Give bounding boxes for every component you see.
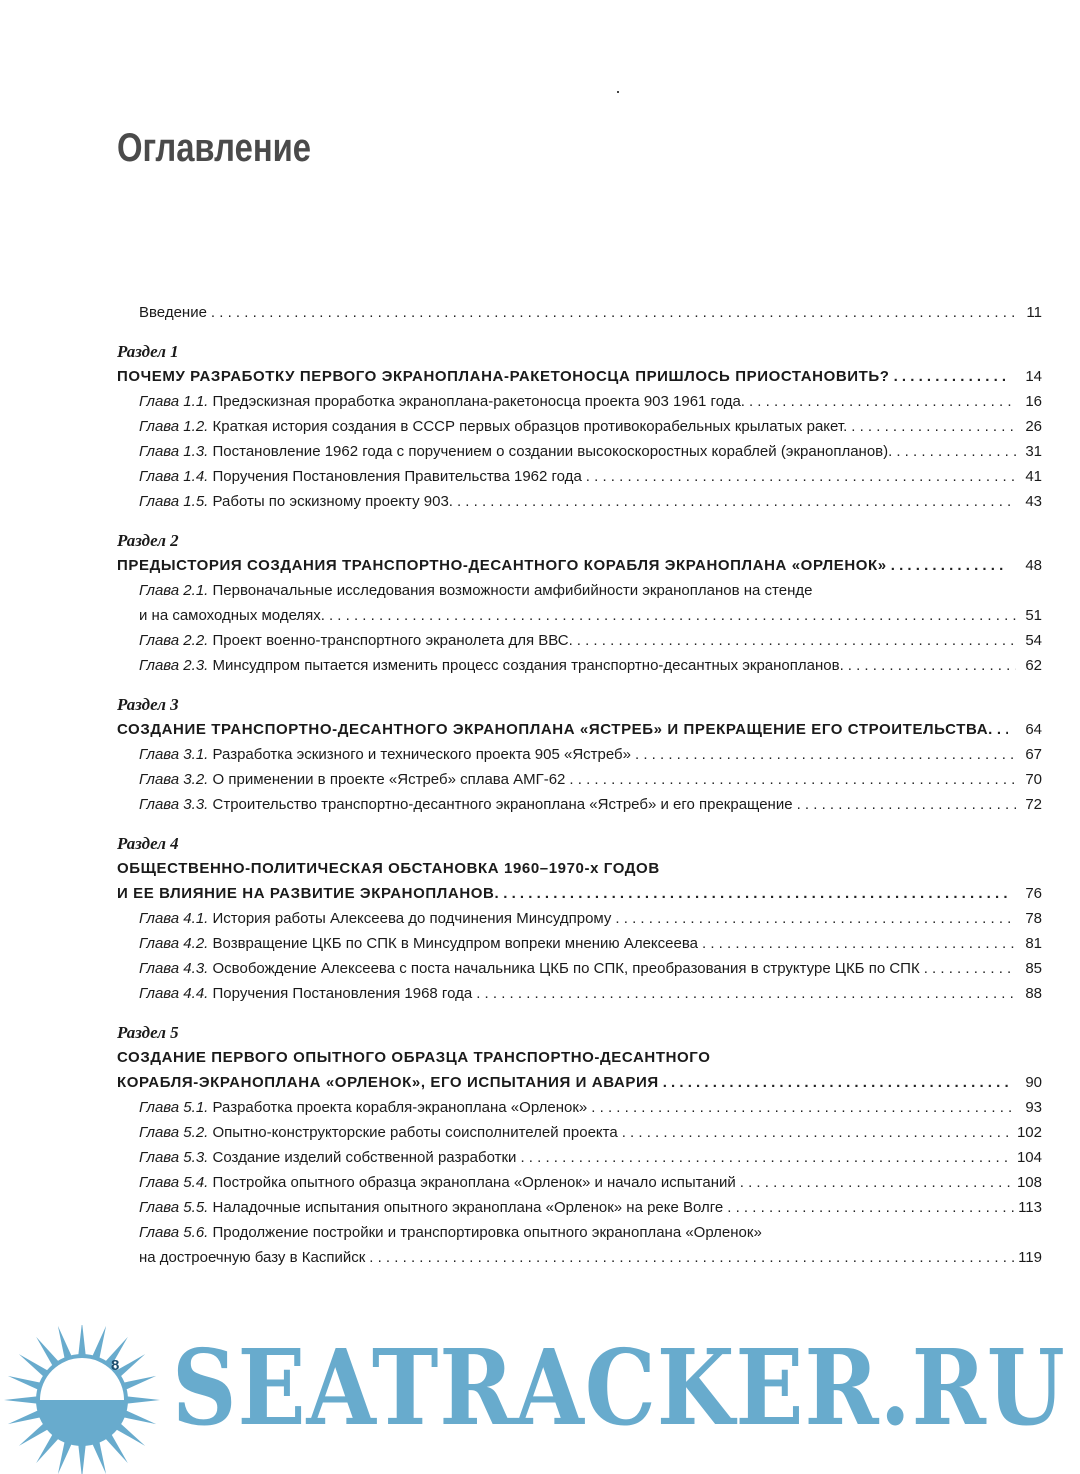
chapter-number: Глава 5.1.: [139, 1099, 209, 1116]
chapter-number: Глава 1.3.: [139, 443, 209, 460]
leader-dots: [591, 1095, 1016, 1120]
entry-page: 113: [1018, 1199, 1042, 1216]
leader-dots: [896, 439, 1016, 464]
section-title: СОЗДАНИЕ ПЕРВОГО ОПЫТНОГО ОБРАЗЦА ТРАНСПОРТНО-ДЕСАНТНОГО: [117, 1049, 711, 1066]
chapter-text: Разработка эскизного и технического проекта 905 «Ястреб»: [212, 746, 631, 763]
toc-entry-chapter[interactable]: [117, 1245, 1042, 1270]
toc-entry-chapter[interactable]: [117, 792, 1042, 817]
entry-page: 85: [1025, 960, 1042, 977]
leader-dots: [740, 1170, 1013, 1195]
toc-entry-chapter[interactable]: [117, 1195, 1042, 1220]
chapter-text: О применении в проекте «Ястреб» сплава АМГ-62: [212, 771, 566, 788]
chapter-title: [139, 1220, 762, 1245]
toc-entry-chapter[interactable]: [117, 956, 1042, 981]
chapter-title: [139, 464, 582, 489]
toc-entry-section[interactable]: [117, 881, 1042, 906]
chapter-number: Глава 1.2.: [139, 418, 209, 435]
leader-dots: [329, 603, 1016, 628]
chapter-number: Глава 3.2.: [139, 771, 209, 788]
entry-page: 88: [1025, 985, 1042, 1002]
watermark-text: SEATRACKER.RU: [172, 1326, 1066, 1449]
chapter-title: [139, 1120, 618, 1145]
entry-page: 26: [1025, 418, 1042, 435]
watermark-logo: [0, 1325, 1080, 1474]
leader-dots: [848, 653, 1016, 678]
chapter-number: Глава 4.1.: [139, 910, 209, 927]
entry-label: Введение: [139, 304, 207, 321]
chapter-text: Поручения Постановления Правительства 1962 года: [212, 468, 582, 485]
toc-entry-chapter[interactable]: [117, 439, 1042, 464]
entry-page: 102: [1016, 1124, 1042, 1141]
chapter-text: Наладочные испытания опытного экраноплана «Орленок» на реке Волге: [212, 1199, 724, 1216]
toc-entry-chapter[interactable]: [117, 767, 1042, 792]
section-label: Раздел 2: [117, 531, 179, 550]
leader-dots: [635, 742, 1016, 767]
section-label: Раздел 3: [117, 695, 179, 714]
toc-entry-chapter[interactable]: [117, 389, 1042, 414]
chapter-text: Работы по эскизному проекту 903.: [212, 493, 453, 510]
chapter-text: Строительство транспортно-десантного экраноплана «Ястреб» и его прекращение: [212, 796, 793, 813]
entry-page: 51: [1025, 607, 1042, 624]
toc-entry-chapter[interactable]: [117, 414, 1042, 439]
toc-entry-chapter[interactable]: [117, 1095, 1042, 1120]
entry-page: 31: [1025, 443, 1042, 460]
toc-entry-chapter[interactable]: [117, 489, 1042, 514]
sun-icon: [0, 1325, 170, 1474]
section-title: ПРЕДЫСТОРИЯ СОЗДАНИЯ ТРАНСПОРТНО-ДЕСАНТНОГО КОРАБЛЯ ЭКРАНОПЛАНА «ОРЛЕНОК»: [117, 557, 887, 574]
entry-page: 76: [1025, 885, 1042, 902]
toc-entry-chapter[interactable]: [117, 603, 1042, 628]
leader-dots: [211, 300, 1016, 325]
chapter-number: Глава 2.1.: [139, 582, 209, 599]
chapter-title: [139, 603, 325, 628]
toc-entry-section[interactable]: [117, 856, 1042, 881]
leader-dots: [622, 1120, 1013, 1145]
toc-entry-chapter[interactable]: [117, 628, 1042, 653]
chapter-text: Создание изделий собственной разработки: [212, 1149, 517, 1166]
chapter-number: Глава 2.2.: [139, 632, 209, 649]
leader-dots: [894, 364, 1008, 389]
section-title: ОБЩЕСТВЕННО-ПОЛИТИЧЕСКАЯ ОБСТАНОВКА 1960–1970-х ГОДОВ: [117, 860, 660, 877]
toc-entry-chapter[interactable]: [117, 1170, 1042, 1195]
chapter-title: [139, 931, 698, 956]
chapter-number: Глава 3.3.: [139, 796, 209, 813]
section-title: ПОЧЕМУ РАЗРАБОТКУ ПЕРВОГО ЭКРАНОПЛАНА-РАКЕТОНОСЦА ПРИШЛОСЬ ПРИОСТАНОВИТЬ?: [117, 368, 890, 385]
chapter-title: [139, 628, 573, 653]
leader-dots: [569, 767, 1016, 792]
entry-page: 93: [1025, 1099, 1042, 1116]
leader-dots: [577, 628, 1016, 653]
entry-page: 43: [1025, 493, 1042, 510]
chapter-text: Минсудпром пытается изменить процесс создания транспортно-десантных экранопланов.: [212, 657, 844, 674]
entry-page: 108: [1016, 1174, 1042, 1191]
chapter-number: Глава 4.3.: [139, 960, 209, 977]
sections-list: [117, 339, 1042, 1270]
toc-entry-section[interactable]: [117, 553, 1042, 578]
chapter-title: [139, 489, 453, 514]
entry-page: 11: [1026, 304, 1042, 321]
toc-entry-chapter[interactable]: [117, 742, 1042, 767]
chapter-title: [139, 1170, 736, 1195]
chapter-title: [139, 414, 847, 439]
entry-page: 70: [1025, 771, 1042, 788]
chapter-title: [139, 1145, 516, 1170]
chapter-number: Глава 2.3.: [139, 657, 209, 674]
chapter-number: Глава 5.4.: [139, 1174, 209, 1191]
entry-page: 90: [1025, 1074, 1042, 1091]
section-label: Раздел 5: [117, 1023, 179, 1042]
chapter-text: Предэскизная проработка экраноплана-ракетоносца проекта 903 1961 года.: [212, 393, 745, 410]
chapter-number: Глава 5.3.: [139, 1149, 209, 1166]
toc-entry-intro[interactable]: [117, 300, 1042, 325]
leader-dots: [503, 881, 1008, 906]
table-of-contents: [117, 300, 1042, 1270]
chapter-title: [139, 389, 745, 414]
toc-entry-section[interactable]: [117, 717, 1042, 742]
page-number: 8: [111, 1357, 120, 1374]
leader-dots: [924, 956, 1016, 981]
chapter-title: [139, 578, 812, 603]
entry-page: 78: [1025, 910, 1042, 927]
entry-page: 67: [1025, 746, 1042, 763]
chapter-title: [139, 742, 631, 767]
entry-page: 64: [1025, 721, 1042, 738]
chapter-title: [139, 767, 565, 792]
entry-page: 48: [1025, 557, 1042, 574]
scan-speck: [617, 91, 619, 93]
chapter-text: Поручения Постановления 1968 года: [212, 985, 473, 1002]
chapter-title: [139, 439, 892, 464]
toc-entry-section[interactable]: [117, 1070, 1042, 1095]
chapter-title: [139, 792, 793, 817]
toc-entry-chapter[interactable]: [117, 1120, 1042, 1145]
chapter-text: Возвращение ЦКБ по СПК в Минсудпром вопреки мнению Алексеева: [212, 935, 698, 952]
entry-page: 72: [1025, 796, 1042, 813]
chapter-title: [139, 653, 844, 678]
section-title: СОЗДАНИЕ ТРАНСПОРТНО-ДЕСАНТНОГО ЭКРАНОПЛАНА «ЯСТРЕБ» И ПРЕКРАЩЕНИЕ ЕГО СТРОИТЕЛЬСТВА.: [117, 721, 993, 738]
entry-page: 62: [1025, 657, 1042, 674]
chapter-title: [139, 981, 472, 1006]
toc-entry-chapter[interactable]: [117, 578, 1042, 603]
chapter-text: Постройка опытного образца экраноплана «Орленок» и начало испытаний: [212, 1174, 736, 1191]
chapter-number: Глава 1.1.: [139, 393, 209, 410]
leader-dots: [615, 906, 1016, 931]
chapter-number: Глава 5.5.: [139, 1199, 209, 1216]
toc-entry-chapter[interactable]: [117, 981, 1042, 1006]
entry-page: 41: [1025, 468, 1042, 485]
section-title: КОРАБЛЯ-ЭКРАНОПЛАНА «ОРЛЕНОК», ЕГО ИСПЫТАНИЯ И АВАРИЯ: [117, 1074, 659, 1091]
toc-entry-chapter[interactable]: [117, 1220, 1042, 1245]
toc-entry-chapter[interactable]: [117, 464, 1042, 489]
toc-entry-chapter[interactable]: [117, 1145, 1042, 1170]
chapter-text: Первоначальные исследования возможности амфибийности экранопланов на стенде: [212, 582, 813, 599]
leader-dots: [369, 1245, 1014, 1270]
leader-dots: [797, 792, 1016, 817]
chapter-title: [139, 1095, 587, 1120]
chapter-title: [139, 906, 611, 931]
toc-entry-chapter[interactable]: [117, 906, 1042, 931]
leader-dots: [457, 489, 1016, 514]
leader-dots: [851, 414, 1016, 439]
leader-dots: [749, 389, 1016, 414]
chapter-number: Глава 5.6.: [139, 1224, 209, 1241]
entry-page: 54: [1025, 632, 1042, 649]
leader-dots: [891, 553, 1008, 578]
chapter-title: [139, 956, 920, 981]
section-label: Раздел 4: [117, 834, 179, 853]
chapter-number: Глава 3.1.: [139, 746, 209, 763]
chapter-number: Глава 1.5.: [139, 493, 209, 510]
chapter-text: Краткая история создания в СССР первых образцов противокорабельных крылатых ракет.: [212, 418, 848, 435]
chapter-number: Глава 5.2.: [139, 1124, 209, 1141]
section-title: И ЕЕ ВЛИЯНИЕ НА РАЗВИТИЕ ЭКРАНОПЛАНОВ.: [117, 885, 500, 902]
leader-dots: [663, 1070, 1008, 1095]
page-title: Оглавление: [117, 126, 312, 170]
chapter-number: Глава 4.2.: [139, 935, 209, 952]
chapter-text: Опытно-конструкторские работы соисполнителей проекта: [212, 1124, 618, 1141]
chapter-text: Продолжение постройки и транспортировка опытного экраноплана «Орленок»: [212, 1224, 762, 1241]
leader-dots: [997, 717, 1008, 742]
toc-entry-section[interactable]: [117, 364, 1042, 389]
leader-dots: [586, 464, 1016, 489]
chapter-text: и на самоходных моделях.: [139, 607, 325, 624]
entry-page: 104: [1016, 1149, 1042, 1166]
section-label: Раздел 1: [117, 342, 179, 361]
entry-page: 119: [1018, 1249, 1042, 1266]
toc-entry-chapter[interactable]: [117, 931, 1042, 956]
chapter-text: на достроечную базу в Каспийск: [139, 1249, 366, 1266]
chapter-text: Освобождение Алексеева с поста начальника ЦКБ по СПК, преобразования в структуре ЦКБ по СПК: [212, 960, 920, 977]
chapter-text: Проект военно-транспортного экранолета для ВВС.: [212, 632, 573, 649]
chapter-title: [139, 1245, 365, 1270]
toc-entry-section[interactable]: [117, 1045, 1042, 1070]
chapter-number: Глава 1.4.: [139, 468, 209, 485]
chapter-title: [139, 1195, 723, 1220]
chapter-number: Глава 4.4.: [139, 985, 209, 1002]
entry-page: 14: [1025, 368, 1042, 385]
entry-page: 16: [1025, 393, 1042, 410]
entry-page: 81: [1025, 935, 1042, 952]
chapter-text: Разработка проекта корабля-экраноплана «Орленок»: [212, 1099, 588, 1116]
leader-dots: [702, 931, 1016, 956]
leader-dots: [520, 1145, 1013, 1170]
toc-entry-chapter[interactable]: [117, 653, 1042, 678]
leader-dots: [476, 981, 1016, 1006]
chapter-text: Постановление 1962 года с поручением о создании высокоскоростных кораблей (экранопланов).: [212, 443, 893, 460]
chapter-text: История работы Алексеева до подчинения Минсудпрому: [212, 910, 612, 927]
leader-dots: [727, 1195, 1014, 1220]
